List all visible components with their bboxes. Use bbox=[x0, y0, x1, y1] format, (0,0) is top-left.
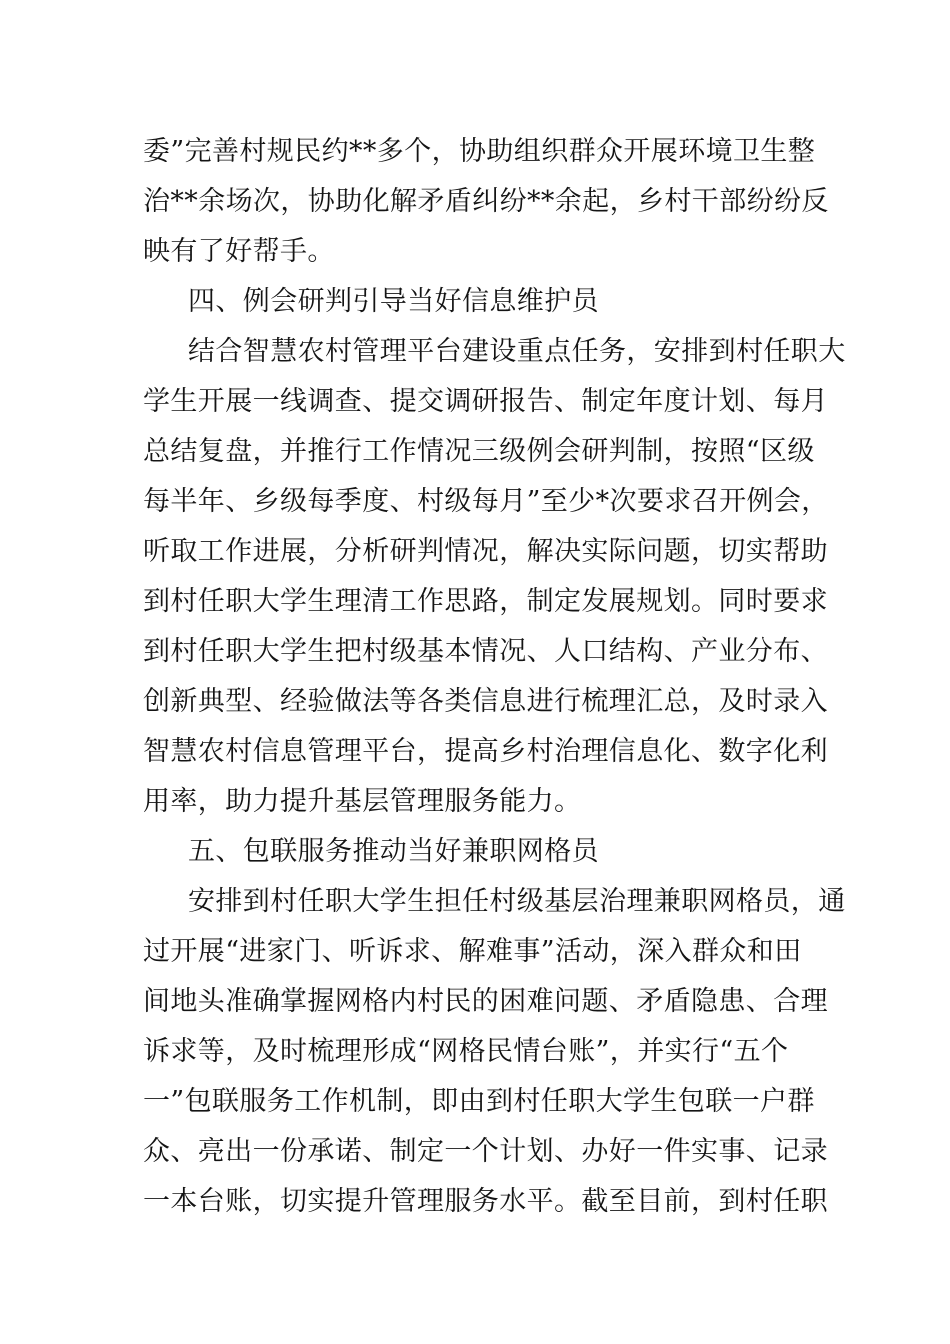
section-heading: 五、包联服务推动当好兼职网格员 bbox=[188, 836, 599, 867]
paragraph-line: 总结复盘，并推行工作情况三级例会研判制，按照“区级 bbox=[143, 436, 815, 467]
paragraph-line: 结合智慧农村管理平台建设重点任务，安排到村任职大 bbox=[188, 336, 846, 367]
paragraph-line: 学生开展一线调查、提交调研报告、制定年度计划、每月 bbox=[143, 386, 828, 417]
paragraph-line: 间地头准确掌握网格内村民的困难问题、矛盾隐患、合理 bbox=[143, 986, 828, 1017]
paragraph-line: 创新典型、经验做法等各类信息进行梳理汇总，及时录入 bbox=[143, 686, 828, 717]
paragraph-line: 安排到村任职大学生担任村级基层治理兼职网格员，通 bbox=[188, 886, 846, 917]
paragraph-line: 治**余场次，协助化解矛盾纠纷**余起，乡村干部纷纷反 bbox=[143, 186, 829, 217]
paragraph-line: 到村任职大学生把村级基本情况、人口结构、产业分布、 bbox=[143, 636, 828, 667]
paragraph-line: 一”包联服务工作机制，即由到村任职大学生包联一户群 bbox=[143, 1086, 815, 1117]
paragraph-line: 用率，助力提升基层管理服务能力。 bbox=[143, 786, 582, 817]
paragraph-line: 映有了好帮手。 bbox=[143, 236, 335, 267]
section-heading: 四、例会研判引导当好信息维护员 bbox=[188, 286, 599, 317]
paragraph-line: 众、亮出一份承诺、制定一个计划、办好一件实事、记录 bbox=[143, 1136, 828, 1167]
paragraph-line: 听取工作进展，分析研判情况，解决实际问题，切实帮助 bbox=[143, 536, 828, 567]
paragraph-line: 智慧农村信息管理平台，提高乡村治理信息化、数字化利 bbox=[143, 736, 828, 767]
paragraph-line: 过开展“进家门、听诉求、解难事”活动，深入群众和田 bbox=[143, 936, 802, 967]
paragraph-line: 到村任职大学生理清工作思路，制定发展规划。同时要求 bbox=[143, 586, 828, 617]
paragraph-line: 委”完善村规民约**多个，协助组织群众开展环境卫生整 bbox=[143, 136, 816, 167]
paragraph-line: 一本台账，切实提升管理服务水平。截至目前，到村任职 bbox=[143, 1186, 828, 1217]
paragraph-line: 每半年、乡级每季度、村级每月”至少*次要求召开例会， bbox=[143, 486, 829, 517]
paragraph-line: 诉求等，及时梳理形成“网格民情台账”，并实行“五个 bbox=[143, 1036, 789, 1067]
